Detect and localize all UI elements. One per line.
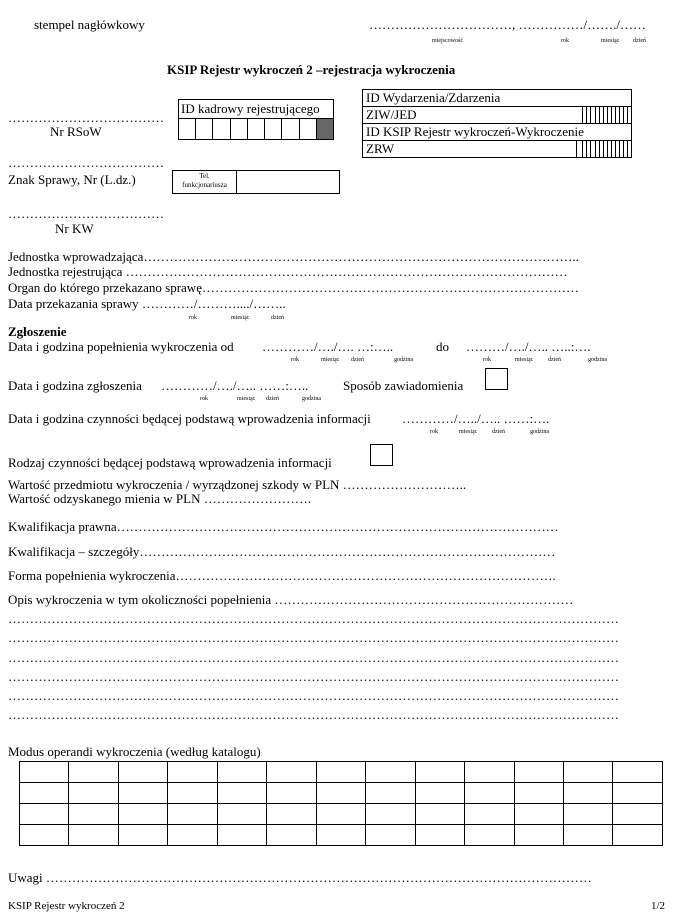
uwagi-field[interactable]: Uwagi ……………………………………………………………………………………………………………… <box>8 870 592 885</box>
caption-godzina: godzina <box>588 357 607 363</box>
caption-dzien: dzień <box>492 429 505 435</box>
caption-rok: rok <box>430 429 438 435</box>
modus-cell[interactable] <box>267 762 316 783</box>
czynnosci-label: Data i godzina czynności będącej podstawą wprowadzenia informacji <box>8 411 371 426</box>
day-caption: dzień <box>633 38 646 44</box>
forma-field[interactable]: Forma popełnienia wykroczenia……………………………………………………………………………. <box>8 568 556 583</box>
modus-label: Modus operandi wykroczenia (według katalogu) <box>8 744 261 759</box>
sposob-checkbox[interactable] <box>485 368 508 390</box>
modus-cell[interactable] <box>465 804 514 825</box>
modus-cell[interactable] <box>69 804 118 825</box>
modus-cell[interactable] <box>217 762 266 783</box>
page-number: 1/2 <box>651 900 666 912</box>
tel-label-line1: Tel. <box>199 172 210 180</box>
modus-cell[interactable] <box>217 804 266 825</box>
id-ksip-label: ID KSIP Rejestr wykroczeń-Wykroczenie <box>363 124 632 141</box>
opis-line[interactable]: …………………………………………………………………………………………………………………………… <box>8 707 619 722</box>
caption-rok: rok <box>291 357 299 363</box>
id-kadrowy-table <box>178 99 334 140</box>
kw-label: Nr KW <box>55 221 94 236</box>
kwalifikacja-szczegoly-field[interactable]: Kwalifikacja – szczegóły…………………………………………………………………………………… <box>8 544 556 559</box>
opis-line[interactable]: …………………………………………………………………………………………………………………………… <box>8 611 619 626</box>
popelnienia-from-field[interactable]: …………/…./…. …:….. <box>262 339 394 354</box>
ziw-cell[interactable] <box>627 107 631 124</box>
modus-cell[interactable] <box>415 804 464 825</box>
kwalifikacja-prawna-field[interactable]: Kwalifikacja prawna………………………………………………………………………………………… <box>8 519 559 534</box>
znak-label: Znak Sprawy, Nr (L.dz.) <box>8 172 136 187</box>
modus-cell[interactable] <box>514 762 563 783</box>
caption-miesiac: miesiąc <box>459 429 478 435</box>
caption-dzien: dzień <box>351 357 364 363</box>
rodzaj-label: Rodzaj czynności będącej podstawą wprowadzenia informacji <box>8 455 332 470</box>
do-label: do <box>436 339 449 354</box>
zrw-cell[interactable] <box>627 141 631 158</box>
czynnosci-field[interactable]: …………/…../….. ……:…. <box>402 411 550 426</box>
footer-title: KSIP Rejestr wykroczeń 2 <box>8 900 125 912</box>
caption-miesiac: miesiąc <box>321 357 340 363</box>
caption-dzien: dzień <box>266 396 279 402</box>
opis-field[interactable]: Opis wykroczenia w tym okoliczności popełnienia …………………………………………………………… <box>8 592 574 607</box>
place-caption: miejscowość <box>432 38 463 44</box>
modus-cell[interactable] <box>465 783 514 804</box>
rsow-dots[interactable]: ……………………………… <box>8 110 164 125</box>
rsow-label: Nr RSoW <box>50 124 102 139</box>
caption-miesiac: miesiąc <box>237 396 256 402</box>
modus-table <box>19 761 663 846</box>
caption-godzina: godzina <box>530 429 549 435</box>
modus-cell[interactable] <box>415 783 464 804</box>
zrw-label: ZRW <box>363 141 577 158</box>
modus-cell[interactable] <box>316 783 365 804</box>
sposob-label: Sposób zawiadomienia <box>343 378 464 393</box>
organ-field[interactable]: Organ do którego przekazano sprawę…………………………………………………………………………… <box>8 280 579 295</box>
modus-cell[interactable] <box>316 804 365 825</box>
modus-cell[interactable] <box>217 783 266 804</box>
zrw-cell[interactable] <box>576 141 583 158</box>
znak-dots[interactable]: ……………………………… <box>8 155 164 170</box>
modus-cell[interactable] <box>563 804 612 825</box>
zgloszenia-label: Data i godzina zgłoszenia <box>8 378 142 393</box>
modus-cell[interactable] <box>267 783 316 804</box>
modus-cell[interactable] <box>613 762 663 783</box>
modus-cell[interactable] <box>613 825 663 846</box>
form-title: KSIP Rejestr wykroczeń 2 –rejestracja wykroczenia <box>167 62 456 77</box>
modus-cell[interactable] <box>168 825 217 846</box>
id-kadrowy-label: ID kadrowy rejestrującego <box>179 100 334 119</box>
caption-godzina: godzina <box>394 357 413 363</box>
jednostka-wprowadzajaca-field[interactable]: Jednostka wprowadzająca……………………………………………………………………………………….. <box>8 249 579 264</box>
tel-input[interactable] <box>237 171 338 193</box>
tel-label-line2: funkcjonariusza <box>182 181 227 189</box>
caption-rok: rok <box>200 396 208 402</box>
caption-miesiac: miesiąc <box>515 357 534 363</box>
ziw-label: ZIW/JED <box>363 107 583 124</box>
month-caption: miesiąc <box>601 38 620 44</box>
id-wydarzenia-label: ID Wydarzenia/Zdarzenia <box>363 90 632 107</box>
modus-cell[interactable] <box>20 825 69 846</box>
id-kadrowy-cell[interactable] <box>299 119 316 140</box>
zgloszenie-heading: Zgłoszenie <box>8 324 67 339</box>
id-kadrowy-cell[interactable] <box>230 119 247 140</box>
wartosc-odzyskanego-field[interactable]: Wartość odzyskanego mienia w PLN ……………………. <box>8 491 311 506</box>
id-kadrowy-cell[interactable] <box>247 119 264 140</box>
id-kadrowy-cell[interactable] <box>213 119 230 140</box>
id-wydarzenia-table <box>362 89 632 158</box>
modus-cell[interactable] <box>69 762 118 783</box>
modus-cell[interactable] <box>613 783 663 804</box>
modus-cell[interactable] <box>563 825 612 846</box>
modus-cell[interactable] <box>415 762 464 783</box>
id-kadrowy-cell[interactable] <box>282 119 299 140</box>
opis-line[interactable]: …………………………………………………………………………………………………………………………… <box>8 650 619 665</box>
opis-line[interactable]: …………………………………………………………………………………………………………………………… <box>8 630 619 645</box>
modus-cell[interactable] <box>20 783 69 804</box>
przekazania-miesiac-caption: miesiąc <box>231 315 250 321</box>
modus-cell[interactable] <box>118 783 167 804</box>
id-kadrowy-cell[interactable] <box>265 119 282 140</box>
modus-cell[interactable] <box>20 762 69 783</box>
rodzaj-checkbox[interactable] <box>370 444 393 466</box>
modus-cell[interactable] <box>366 783 415 804</box>
modus-cell[interactable] <box>415 825 464 846</box>
modus-cell[interactable] <box>514 804 563 825</box>
modus-cell[interactable] <box>514 783 563 804</box>
modus-cell[interactable] <box>69 825 118 846</box>
modus-cell[interactable] <box>69 783 118 804</box>
modus-cell[interactable] <box>366 825 415 846</box>
modus-cell[interactable] <box>514 825 563 846</box>
modus-cell[interactable] <box>366 762 415 783</box>
przekazania-rok-caption: rok <box>189 315 197 321</box>
place-date-line[interactable]: ……………………………, ……………/……./…… <box>369 17 646 32</box>
opis-line[interactable]: …………………………………………………………………………………………………………………………… <box>8 669 619 684</box>
modus-cell[interactable] <box>613 804 663 825</box>
modus-cell[interactable] <box>168 804 217 825</box>
modus-cell[interactable] <box>267 825 316 846</box>
modus-cell[interactable] <box>118 804 167 825</box>
popelnienia-label: Data i godzina popełnienia wykroczenia od <box>8 339 234 354</box>
modus-cell[interactable] <box>316 762 365 783</box>
popelnienia-to-field[interactable]: ………/…./….. …..:…. <box>466 339 591 354</box>
id-kadrowy-cell[interactable] <box>196 119 213 140</box>
id-kadrowy-cell-filled <box>316 119 333 140</box>
modus-cell[interactable] <box>118 825 167 846</box>
opis-line[interactable]: …………………………………………………………………………………………………………………………… <box>8 688 619 703</box>
jednostka-rejestrujaca-field[interactable]: Jednostka rejestrująca ………………………………………………………………………………………… <box>8 264 568 279</box>
modus-cell[interactable] <box>267 804 316 825</box>
stamp-label: stempel nagłówkowy <box>34 17 145 32</box>
modus-cell[interactable] <box>366 804 415 825</box>
modus-cell[interactable] <box>168 783 217 804</box>
caption-dzien: dzień <box>548 357 561 363</box>
modus-cell[interactable] <box>465 762 514 783</box>
data-przekazania-field[interactable]: Data przekazania sprawy …………/………..../…….. <box>8 296 286 311</box>
modus-cell[interactable] <box>465 825 514 846</box>
zgloszenia-field[interactable]: …………/…./….. ……:….. <box>161 378 309 393</box>
modus-cell[interactable] <box>316 825 365 846</box>
modus-cell[interactable] <box>217 825 266 846</box>
modus-cell[interactable] <box>20 804 69 825</box>
modus-cell[interactable] <box>118 762 167 783</box>
year-caption: rok <box>561 38 569 44</box>
modus-cell[interactable] <box>168 762 217 783</box>
tel-box <box>172 170 340 194</box>
wartosc-szkody-field[interactable]: Wartość przedmiotu wykroczenia / wyrządzonej szkody w PLN ……………………….. <box>8 477 467 492</box>
caption-godzina: godzina <box>302 396 321 402</box>
modus-cell[interactable] <box>563 762 612 783</box>
kw-dots[interactable]: ……………………………… <box>8 206 164 221</box>
id-kadrowy-cell[interactable] <box>179 119 196 140</box>
caption-rok: rok <box>483 357 491 363</box>
przekazania-dzien-caption: dzień <box>271 315 284 321</box>
modus-cell[interactable] <box>563 783 612 804</box>
